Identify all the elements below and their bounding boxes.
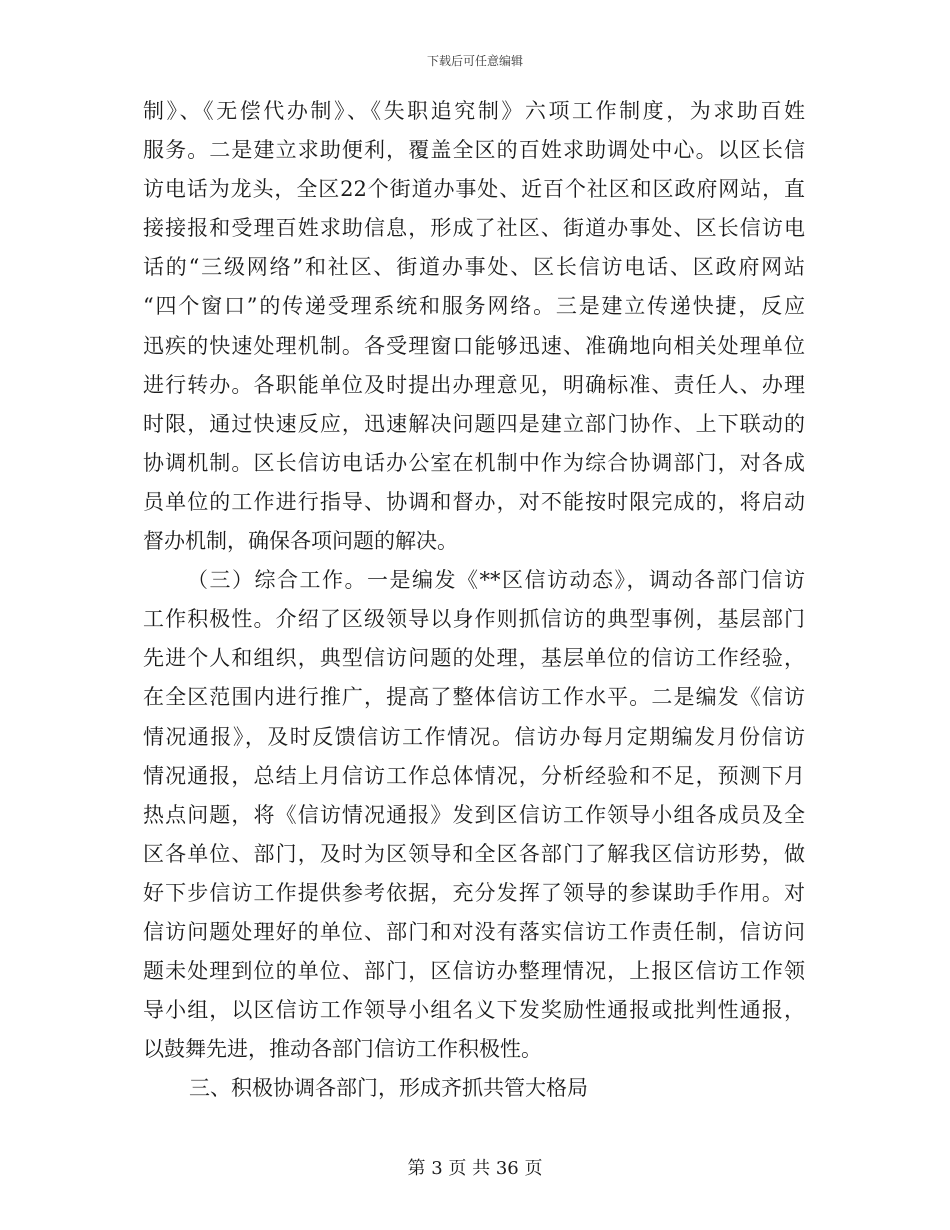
text-line: 情况通报》，及时反馈信访工作情况。信访办每月定期编发月份信访 (143, 724, 805, 749)
text-line: 区各单位、部门，及时为区领导和全区各部门了解我区信访形势，做 (143, 841, 805, 866)
section-heading-line: （三）综合工作。一是编发《**区信访动态》，调动各部门信访 (187, 568, 805, 593)
text-line: 进行转办。各职能单位及时提出办理意见，明确标准、责任人、办理 (143, 372, 805, 397)
text-line: 迅疾的快速处理机制。各受理窗口能够迅速、准确地向相关处理单位 (143, 333, 805, 358)
text-line: “四个窗口”的传递受理系统和服务网络。三是建立传递快捷，反应 (143, 294, 805, 319)
text-line: 时限，通过快速反应，迅速解决问题四是建立部门协作、上下联动的 (143, 411, 805, 436)
text-line: 访电话为龙头，全区22个街道办事处、近百个社区和区政府网站，直 (143, 177, 805, 202)
text-line: 先进个人和组织，典型信访问题的处理，基层单位的信访工作经验， (143, 646, 805, 671)
section-heading: 三、积极协调各部门，形成齐抓共管大格局 (189, 1076, 588, 1101)
text-line: 接接报和受理百姓求助信息，形成了社区、街道办事处、区长信访电 (143, 216, 805, 241)
paragraph-end-line: 督办机制，确保各项问题的解决。 (143, 529, 458, 554)
text-line: 员单位的工作进行指导、协调和督办，对不能按时限完成的，将启动 (143, 489, 805, 514)
text-line: 好下步信访工作提供参考依据，充分发挥了领导的参谋助手作用。对 (143, 880, 805, 905)
text-line: 话的“三级网络”和社区、街道办事处、区长信访电话、区政府网站 (143, 255, 805, 280)
text-line: 协调机制。区长信访电话办公室在机制中作为综合协调部门，对各成 (143, 450, 805, 475)
text-line: 在全区范围内进行推广，提高了整体信访工作水平。二是编发《信访 (143, 685, 805, 710)
text-line: 情况通报，总结上月信访工作总体情况，分析经验和不足，预测下月 (143, 763, 805, 788)
text-line: 信访问题处理好的单位、部门和对没有落实信访工作责任制，信访问 (143, 919, 805, 944)
text-line: 导小组，以区信访工作领导小组名义下发奖励性通报或批判性通报， (143, 998, 805, 1023)
paragraph-end-line: 以鼓舞先进，推动各部门信访工作积极性。 (143, 1037, 542, 1062)
document-body (143, 92, 805, 1108)
text-line: 题未处理到位的单位、部门，区信访办整理情况，上报区信访工作领 (143, 959, 805, 984)
text-line: 服务。二是建立求助便利，覆盖全区的百姓求助调处中心。以区长信 (143, 138, 805, 163)
text-line: 制》、《无偿代办制》、《失职追究制》六项工作制度，为求助百姓 (143, 99, 805, 123)
page-number-footer: 第 3 页 共 36 页 (407, 1158, 543, 1179)
text-line: 工作积极性。介绍了区级领导以身作则抓信访的典型事例，基层部门 (143, 607, 805, 632)
text-line: 热点问题，将《信访情况通报》发到区信访工作领导小组各成员及全 (143, 802, 805, 827)
page-header: 下载后可任意编辑 (426, 54, 523, 68)
